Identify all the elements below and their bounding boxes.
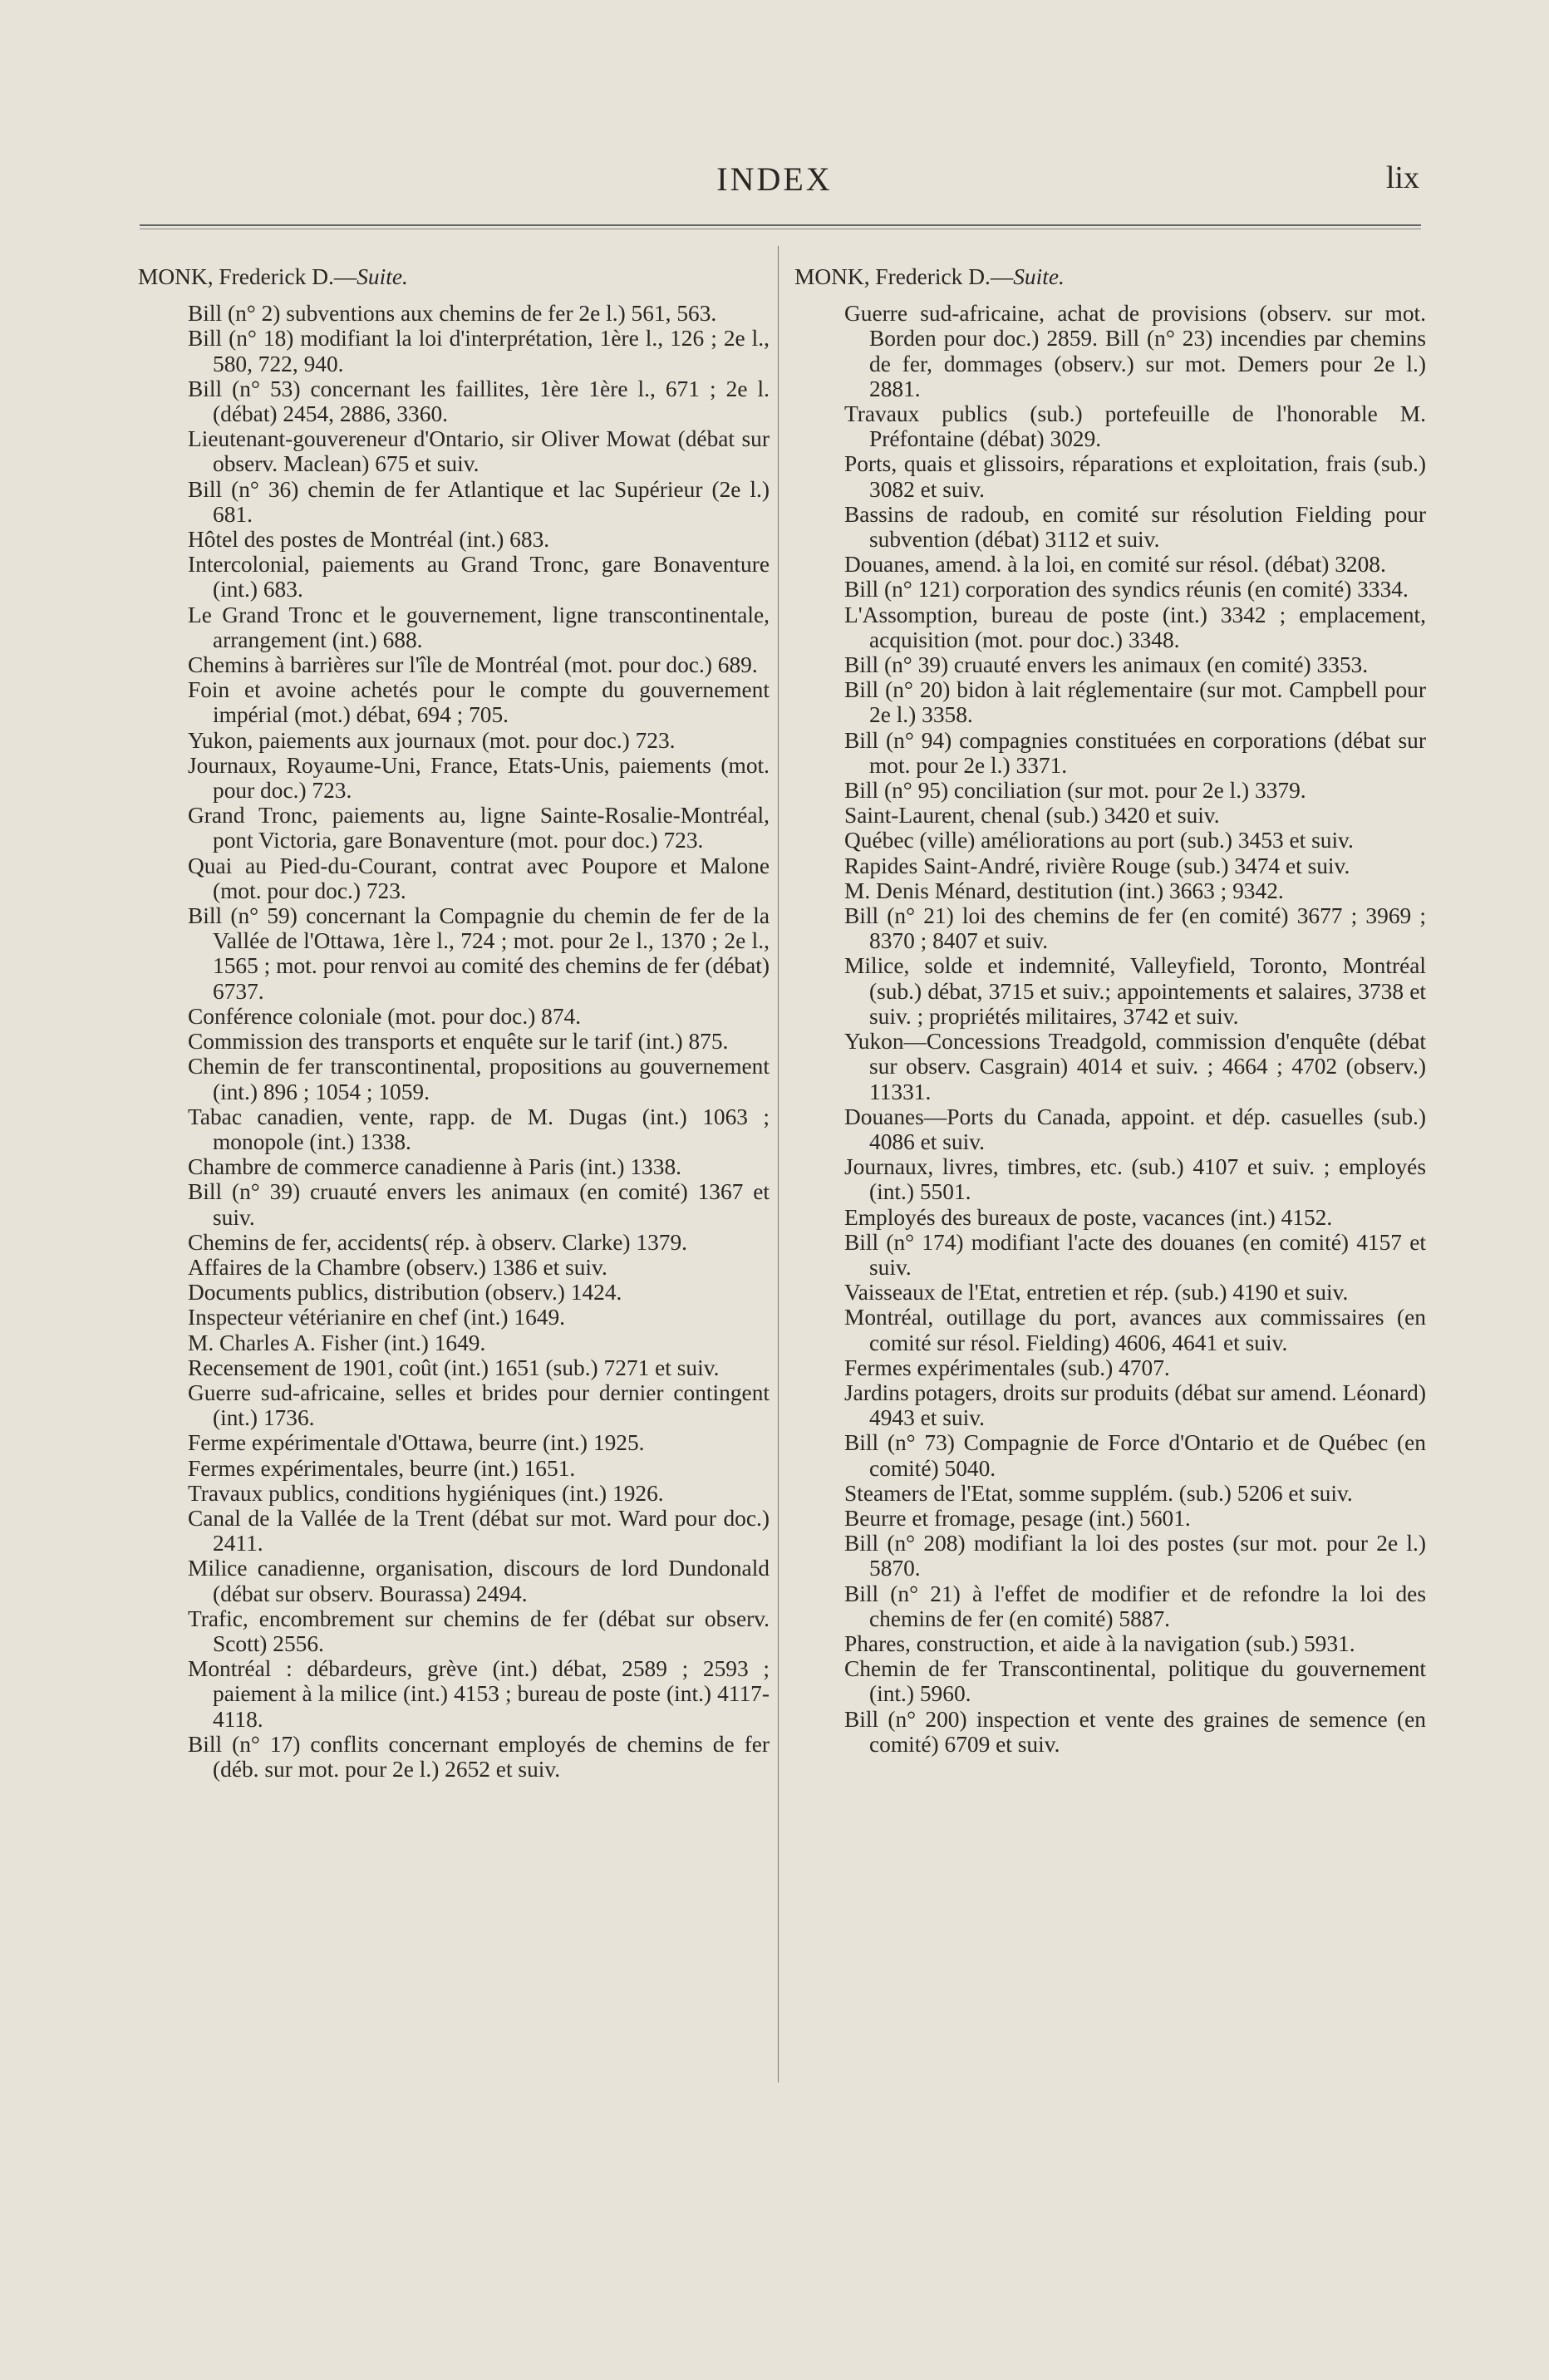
index-entry: Fermes expérimentales, beurre (int.) 1651.: [188, 1455, 576, 1481]
index-entry: Chemins de fer, accidents( rép. à observ. Clarke) 1379.: [188, 1229, 688, 1255]
index-entry: Milice canadienne, organisation, discours de lord Dundonald (débat sur observ. Bourassa) 2494.: [188, 1556, 770, 1606]
index-entry: Ports, quais et glissoirs, réparations et exploitation, frais (sub.) 3082 et suiv.: [844, 451, 1426, 502]
index-entry: Journaux, Royaume-Uni, France, Etats-Unis, paiements (mot. pour doc.) 723.: [188, 752, 770, 804]
index-entry: Affaires de la Chambre (observ.) 1386 et suiv.: [188, 1254, 607, 1280]
index-entry: Steamers de l'Etat, somme supplém. (sub.) 5206 et suiv.: [844, 1480, 1353, 1506]
index-entry: Saint-Laurent, chenal (sub.) 3420 et suiv.: [844, 803, 1220, 829]
index-entry: Bill (n° 208) modifiant la loi des postes (sur mot. pour 2e l.) 5870.: [844, 1531, 1426, 1581]
index-entry: Tabac canadien, vente, rapp. de M. Dugas (int.) 1063 ; monopole (int.) 1338.: [188, 1104, 770, 1154]
index-entry: Yukon—Concessions Treadgold, commission d'enquête (débat sur observ. Casgrain) 4014 et suiv. ; 4664 ; 4702 (observ.) 11331.: [844, 1029, 1426, 1104]
index-entry: Beurre et fromage, pesage (int.) 5601.: [844, 1505, 1191, 1531]
page-title: INDEX: [716, 160, 833, 198]
index-entry: M. Denis Ménard, destitution (int.) 3663 ; 9342.: [844, 878, 1284, 903]
index-entry: Yukon, paiements aux journaux (mot. pour doc.) 723.: [188, 727, 676, 753]
index-entry: Bill (n° 21) à l'effet de modifier et de refondre la loi des chemins de fer (en comité) 5887.: [844, 1581, 1426, 1631]
column-divider: [778, 246, 779, 2082]
index-entry: Bill (n° 2) subventions aux chemins de fer 2e l.) 561, 563.: [188, 301, 717, 327]
index-entry: Montréal : débardeurs, grève (int.) débat, 2589 ; 2593 ; paiement à la milice (int.) 4153 ; bureau de poste (int.) 4117-4118.: [188, 1656, 770, 1732]
index-entry: Quai au Pied-du-Courant, contrat avec Poupore et Malone (mot. pour doc.) 723.: [188, 853, 770, 903]
right-column-heading: [794, 264, 1426, 289]
index-entry: Bill (n° 121) corporation des syndics réunis (en comité) 3334.: [844, 577, 1409, 602]
index-entry: L'Assomption, bureau de poste (int.) 3342 ; emplacement, acquisition (mot. pour doc.) 3348.: [844, 602, 1426, 652]
index-entry: Canal de la Vallée de la Trent (débat sur mot. Ward pour doc.) 2411.: [188, 1505, 770, 1556]
index-entry: Travaux publics, conditions hygiéniques (int.) 1926.: [188, 1480, 664, 1506]
index-entry: Employés des bureaux de poste, vacances (int.) 4152.: [844, 1204, 1333, 1230]
index-entry: Bill (n° 200) inspection et vente des graines de semence (en comité) 6709 et suiv.: [844, 1706, 1426, 1757]
index-entry: Vaisseaux de l'Etat, entretien et rép. (sub.) 4190 et suiv.: [844, 1280, 1349, 1306]
index-entry: Journaux, livres, timbres, etc. (sub.) 4107 et suiv. ; employés (int.) 5501.: [844, 1154, 1426, 1205]
index-entry: Chemin de fer Transcontinental, politique du gouvernement (int.) 5960.: [844, 1656, 1426, 1707]
index-entry: Commission des transports et enquête sur le tarif (int.) 875.: [188, 1029, 729, 1055]
index-entry: Bill (n° 39) cruauté envers les animaux (en comité) 3353.: [844, 652, 1369, 678]
heading-suite: Suite.: [357, 264, 408, 289]
index-entry: Intercolonial, paiements au Grand Tronc, gare Bonaventure (int.) 683.: [188, 552, 770, 602]
index-entry: Phares, construction, et aide à la navigation (sub.) 5931.: [844, 1630, 1355, 1656]
index-entry: Travaux publics (sub.) portefeuille de l'honorable M. Préfontaine (débat) 3029.: [844, 401, 1426, 452]
index-entry: Douanes, amend. à la loi, en comité sur résol. (débat) 3208.: [844, 552, 1386, 578]
heading-name: MONK, Frederick D.—: [794, 264, 1014, 289]
running-head: [0, 160, 1549, 209]
index-entry: Bill (n° 94) compagnies constituées en corporations (débat sur mot. pour 2e l.) 3371.: [844, 727, 1426, 778]
index-entry: Hôtel des postes de Montréal (int.) 683.: [188, 527, 550, 553]
index-entry: Jardins potagers, droits sur produits (débat sur amend. Léonard) 4943 et suiv.: [844, 1379, 1426, 1431]
left-column-heading: [138, 264, 770, 289]
index-entry: Chemins à barrières sur l'île de Montréal (mot. pour doc.) 689.: [188, 652, 758, 678]
index-entry: Fermes expérimentales (sub.) 4707.: [844, 1355, 1170, 1380]
index-entry: M. Charles A. Fisher (int.) 1649.: [188, 1330, 486, 1355]
index-entry: Foin et avoine achetés pour le compte du gouvernement impérial (mot.) débat, 694 ; 705.: [188, 677, 770, 728]
index-entry: Douanes—Ports du Canada, appoint. et dép. casuelles (sub.) 4086 et suiv.: [844, 1104, 1426, 1154]
index-entry: Bill (n° 53) concernant les faillites, 1ère 1ère l., 671 ; 2e l. (débat) 2454, 2886, 3360.: [188, 376, 770, 427]
index-entry: Documents publics, distribution (observ.) 1424.: [188, 1280, 622, 1306]
index-entry: Recensement de 1901, coût (int.) 1651 (sub.) 7271 et suiv.: [188, 1355, 720, 1380]
index-entry: Montréal, outillage du port, avances aux commissaires (en comité sur résol. Fielding) 4606, 4641 et suiv.: [844, 1305, 1426, 1355]
index-entry: Québec (ville) améliorations au port (sub.) 3453 et suiv.: [844, 828, 1354, 853]
index-entry: Conférence coloniale (mot. pour doc.) 874.: [188, 1003, 582, 1029]
left-column: [138, 264, 770, 1782]
index-entry: Le Grand Tronc et le gouvernement, ligne transcontinentale, arrangement (int.) 688.: [188, 602, 770, 652]
index-entry: Bill (n° 174) modifiant l'acte des douanes (en comité) 4157 et suiv.: [844, 1229, 1426, 1280]
index-entry: Ferme expérimentale d'Ottawa, beurre (int.) 1925.: [188, 1430, 645, 1456]
heading-suite: Suite.: [1013, 264, 1065, 289]
index-entry: Bill (n° 17) conflits concernant employés de chemins de fer (déb. sur mot. pour 2e l.) 2652 et suiv.: [188, 1731, 770, 1782]
index-entry: Rapides Saint-André, rivière Rouge (sub.) 3474 et suiv.: [844, 853, 1350, 878]
heading-name: MONK, Frederick D.—: [138, 264, 357, 289]
index-entry: Chambre de commerce canadienne à Paris (int.) 1338.: [188, 1154, 681, 1180]
index-entry: Bill (n° 36) chemin de fer Atlantique et lac Supérieur (2e l.) 681.: [188, 476, 770, 527]
index-entry: Inspecteur vétérianire en chef (int.) 1649.: [188, 1305, 566, 1330]
index-entry: Bill (n° 39) cruauté envers les animaux (en comité) 1367 et suiv.: [188, 1179, 770, 1230]
index-entry: Trafic, encombrement sur chemins de fer (débat sur observ. Scott) 2556.: [188, 1606, 770, 1656]
index-entry: Bill (n° 20) bidon à lait réglementaire (sur mot. Campbell pour 2e l.) 3358.: [844, 677, 1426, 728]
left-entries-list: [138, 301, 770, 1782]
right-column: [794, 264, 1426, 1757]
index-entry: Guerre sud-africaine, selles et brides pour dernier contingent (int.) 1736.: [188, 1379, 770, 1431]
index-entry: Lieutenant-gouvereneur d'Ontario, sir Oliver Mowat (débat sur observ. Maclean) 675 et suiv.: [188, 426, 770, 477]
index-entry: Guerre sud-africaine, achat de provisions (observ. sur mot. Borden pour doc.) 2859. Bill (n° 23) incendies par chemins de fer, dommages (observ.) sur mot. Demers pour 2e l.) 2881.: [844, 301, 1426, 401]
header-rule: [140, 224, 1421, 229]
index-entry: Bill (n° 95) conciliation (sur mot. pour 2e l.) 3379.: [844, 778, 1306, 804]
index-entry: Grand Tronc, paiements au, ligne Sainte-Rosalie-Montréal, pont Victoria, gare Bonaventure (mot. pour doc.) 723.: [188, 803, 770, 853]
right-entries-list: [794, 301, 1426, 1757]
index-entry: Bassins de radoub, en comité sur résolution Fielding pour subvention (débat) 3112 et suiv.: [844, 501, 1426, 553]
index-entry: Bill (n° 18) modifiant la loi d'interprétation, 1ère l., 126 ; 2e l., 580, 722, 940.: [188, 326, 770, 376]
index-entry: Milice, solde et indemnité, Valleyfield, Toronto, Montréal (sub.) débat, 3715 et suiv.; appointements et salaires, 3738 et suiv. ; propriétés militaires, 3742 et suiv.: [844, 953, 1426, 1029]
index-entry: Bill (n° 73) Compagnie de Force d'Ontario et de Québec (en comité) 5040.: [844, 1430, 1426, 1481]
index-entry: Chemin de fer transcontinental, propositions au gouvernement (int.) 896 ; 1054 ; 1059.: [188, 1054, 770, 1104]
index-entry: Bill (n° 59) concernant la Compagnie du chemin de fer de la Vallée de l'Ottawa, 1ère l., 724 ; mot. pour 2e l., 1370 ; 2e l., 1565 ; mot. pour renvoi au comité des chemins de fer (débat) 6737.: [188, 903, 770, 1004]
index-entry: Bill (n° 21) loi des chemins de fer (en comité) 3677 ; 3969 ; 8370 ; 8407 et suiv.: [844, 903, 1426, 954]
page-number: lix: [1385, 160, 1419, 195]
